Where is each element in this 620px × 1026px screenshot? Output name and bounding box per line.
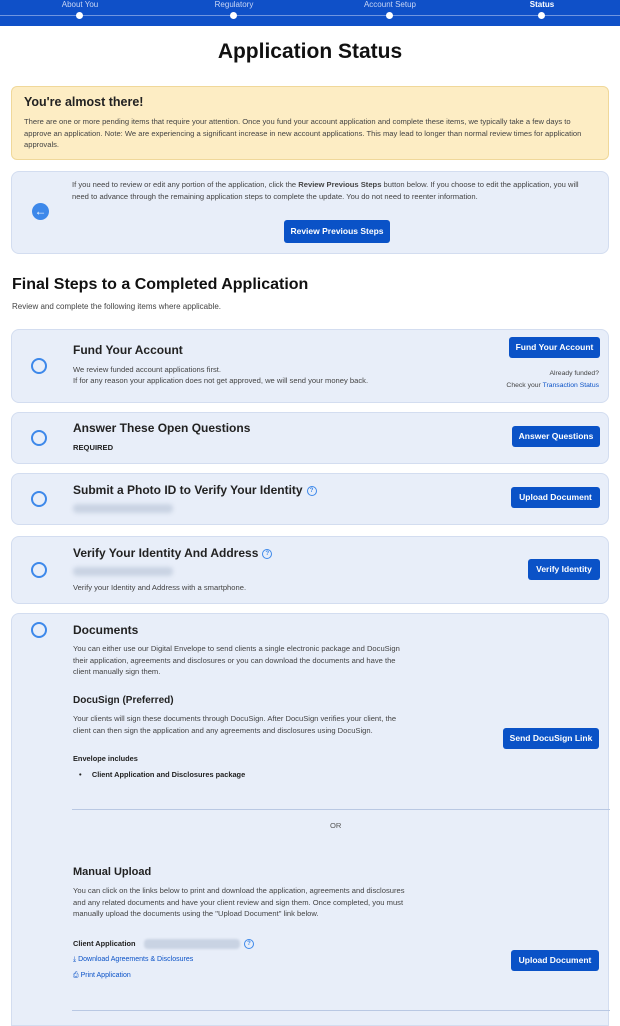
client-application-label: Client Application bbox=[73, 939, 136, 948]
step-dot bbox=[76, 12, 83, 19]
step-status[interactable] bbox=[482, 0, 602, 10]
documents-text: You can either use our Digital Envelope to send clients a single electronic package and DocuSign their application, agreements and disclosures or you can download the documents and have the client manually sign them. bbox=[73, 644, 400, 676]
step-label: Account Setup bbox=[363, 0, 417, 9]
fund-account-line1: We review funded account applications first. bbox=[73, 365, 222, 374]
fund-account-line2: If for any reason your application does not get approved, we will send your money back. bbox=[73, 376, 369, 385]
verify-identity-button[interactable]: Verify Identity bbox=[528, 559, 600, 580]
upload-photo-id-button[interactable]: Upload Document bbox=[511, 487, 600, 508]
send-docusign-link-button[interactable]: Send DocuSign Link bbox=[503, 728, 599, 749]
manual-upload-heading: Manual Upload bbox=[73, 866, 152, 878]
open-questions-title: Answer These Open Questions bbox=[73, 421, 251, 435]
arrow-left-circle-icon[interactable]: ← bbox=[32, 203, 49, 220]
step-label: Status bbox=[529, 0, 555, 9]
page-title: Application Status bbox=[217, 40, 403, 63]
print-application-link[interactable]: ⎙ Print Application bbox=[73, 972, 131, 979]
final-steps-subtext: Review and complete the following items where applicable. bbox=[12, 302, 221, 311]
or-separator: OR bbox=[330, 821, 342, 830]
verify-identity-title: Verify Your Identity And Address ? bbox=[73, 546, 272, 560]
verify-identity-text: Verify your Identity and Address with a smartphone. bbox=[73, 583, 247, 592]
section-divider bbox=[72, 809, 610, 810]
final-steps-heading: Final Steps to a Completed Application bbox=[12, 276, 309, 293]
print-icon: ⎙ bbox=[73, 972, 79, 979]
fund-account-title: Fund Your Account bbox=[73, 343, 183, 357]
redacted-client-name bbox=[144, 939, 240, 949]
review-previous-card bbox=[11, 171, 609, 254]
transaction-status-link[interactable]: Transaction Status bbox=[542, 382, 599, 389]
step-dot bbox=[386, 12, 393, 19]
question-circle-icon[interactable]: ? bbox=[307, 486, 317, 496]
incomplete-status-circle-icon bbox=[31, 562, 47, 578]
alert-text: There are one or more pending items that require your attention. Once you fund your account application and complete these items, we typically take a few days to approve an application. Note: We are experiencing a significant increase in new account applications. This may lead to longer than normal review times for application approvals. bbox=[24, 117, 582, 149]
docusign-text: Your clients will sign these documents through DocuSign. After DocuSign verifies your client, the client can then sign the application and any agreements and disclosures using DocuSign. bbox=[73, 714, 397, 735]
photo-id-title: Submit a Photo ID to Verify Your Identity ? bbox=[73, 483, 317, 497]
fund-account-button[interactable]: Fund Your Account bbox=[509, 337, 600, 358]
documents-title: Documents bbox=[73, 623, 139, 637]
incomplete-status-circle-icon bbox=[31, 622, 47, 638]
redacted-name bbox=[73, 504, 173, 513]
documents-card bbox=[11, 613, 609, 1026]
envelope-includes-label: Envelope includes bbox=[73, 754, 138, 763]
stepper-track bbox=[0, 15, 620, 16]
docusign-heading: DocuSign (Preferred) bbox=[73, 695, 174, 706]
verify-identity-card bbox=[11, 536, 609, 604]
open-questions-card bbox=[11, 412, 609, 464]
download-icon: ⤓ bbox=[73, 956, 77, 963]
step-dot bbox=[230, 12, 237, 19]
step-account-setup[interactable] bbox=[330, 0, 450, 10]
manual-upload-text: You can click on the links below to print and download the application, agreements and disclosures and any related documents and have your client review and sign them. Once completed, you must manually upload the documents using the "Upload Document" link below. bbox=[73, 886, 405, 918]
question-circle-icon[interactable]: ? bbox=[244, 939, 254, 949]
photo-id-card bbox=[11, 473, 609, 525]
incomplete-status-circle-icon bbox=[31, 491, 47, 507]
redacted-name bbox=[73, 567, 173, 576]
question-circle-icon[interactable]: ? bbox=[262, 549, 272, 559]
envelope-item: • Client Application and Disclosures package bbox=[79, 770, 246, 779]
review-previous-steps-button[interactable]: Review Previous Steps bbox=[284, 220, 390, 243]
step-label: Regulatory bbox=[214, 0, 254, 9]
step-label: About You bbox=[61, 0, 99, 9]
required-label: REQUIRED bbox=[73, 443, 114, 452]
review-text: If you need to review or edit any portion of the application, click the Review Previous Steps button below. If you choose to edit the application, you will need to advance through the remaining application steps to complete the update. You do not need to reenter information. bbox=[72, 180, 579, 201]
step-about-you[interactable] bbox=[20, 0, 140, 10]
progress-stepper bbox=[0, 0, 620, 26]
section-divider bbox=[72, 1010, 610, 1011]
status-alert bbox=[11, 86, 609, 160]
incomplete-status-circle-icon bbox=[31, 430, 47, 446]
already-funded-text: Already funded? bbox=[549, 370, 599, 377]
download-agreements-link[interactable]: ⤓ Download Agreements & Disclosures bbox=[73, 956, 194, 963]
manual-upload-document-button[interactable]: Upload Document bbox=[511, 950, 599, 971]
step-dot bbox=[538, 12, 545, 19]
incomplete-status-circle-icon bbox=[31, 358, 47, 374]
step-regulatory[interactable] bbox=[174, 0, 294, 10]
transaction-status-line: Check your Transaction Status bbox=[506, 382, 599, 389]
alert-heading: You're almost there! bbox=[24, 95, 144, 109]
answer-questions-button[interactable]: Answer Questions bbox=[512, 426, 600, 447]
fund-account-card bbox=[11, 329, 609, 403]
